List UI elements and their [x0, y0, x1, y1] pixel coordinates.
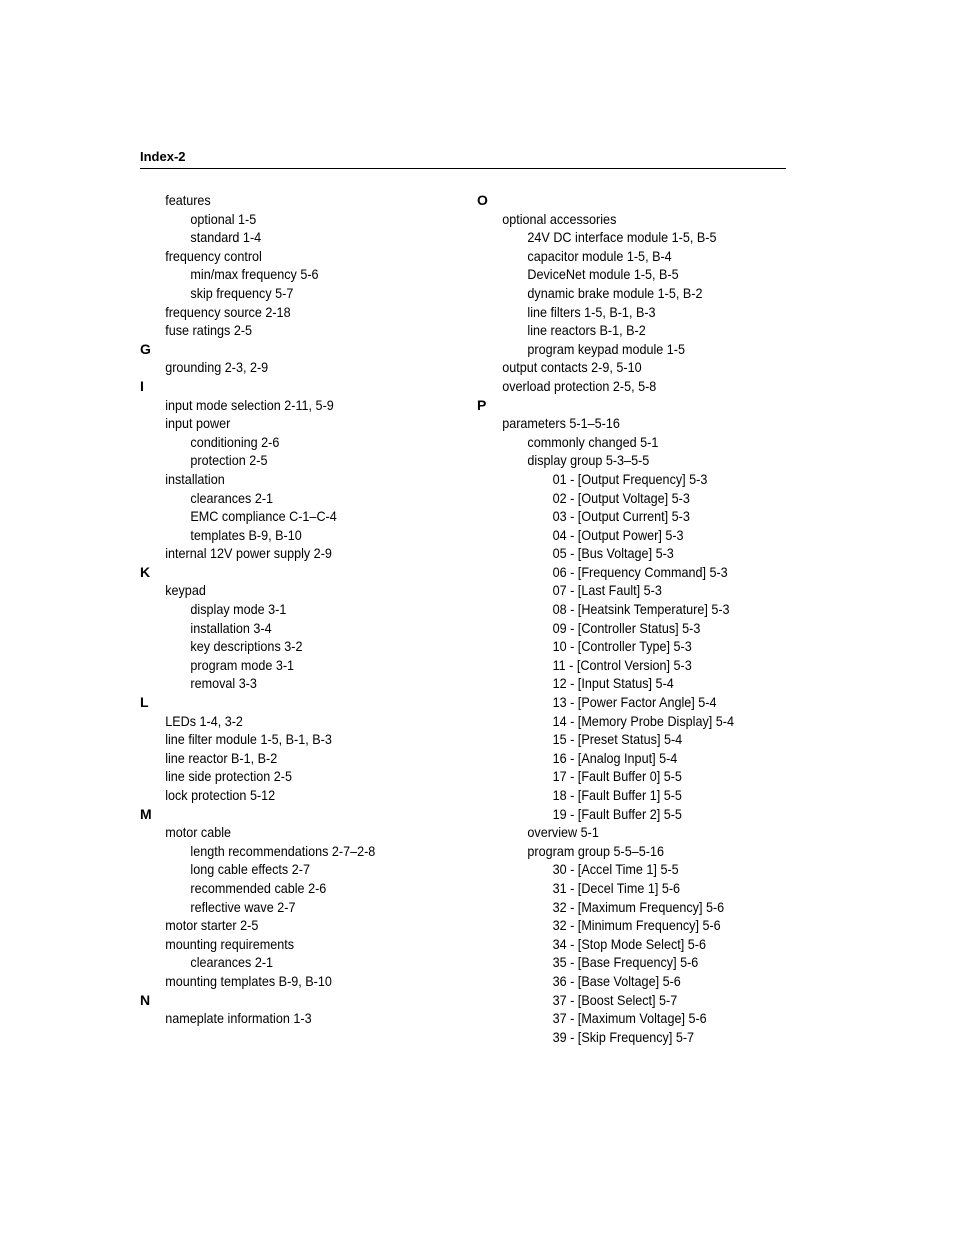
index-subentry: 32 - [Minimum Frequency] 5-6: [552, 917, 721, 934]
index-entry: motor starter 2-5: [165, 917, 259, 934]
index-subentry: 32 - [Maximum Frequency] 5-6: [552, 898, 725, 915]
index-entry: frequency control: [165, 247, 262, 264]
index-subentry: 34 - [Stop Mode Select] 5-6: [552, 935, 706, 952]
index-entry: grounding 2-3, 2-9: [165, 359, 269, 376]
index-entry: motor cable: [165, 824, 232, 841]
index-subentry: 17 - [Fault Buffer 0] 5-5: [552, 768, 682, 785]
index-entry: LEDs 1-4, 3-2: [165, 712, 243, 729]
index-subentry: 19 - [Fault Buffer 2] 5-5: [552, 805, 682, 822]
index-subentry: 35 - [Base Frequency] 5-6: [552, 954, 699, 971]
index-entry: input mode selection 2-11, 5-9: [165, 396, 334, 413]
index-subentry: 18 - [Fault Buffer 1] 5-5: [552, 787, 682, 803]
index-letter-heading: K: [140, 563, 151, 580]
index-letter-heading: G: [140, 340, 151, 357]
index-column-right: [477, 191, 797, 1046]
index-subentry: 10 - [Controller Type] 5-3: [552, 638, 692, 655]
index-entry: mounting templates B-9, B-10: [165, 972, 332, 989]
index-subentry: 13 - [Power Factor Angle] 5-4: [552, 694, 717, 711]
index-subentry: EMC compliance C-1–C-4: [190, 508, 337, 525]
index-subentry: reflective wave 2-7: [190, 898, 296, 915]
index-entry: nameplate information 1-3: [165, 1010, 312, 1027]
index-letter-heading: L: [140, 694, 149, 711]
index-subentry: 12 - [Input Status] 5-4: [552, 675, 674, 692]
index-subentry: optional 1-5: [190, 210, 257, 227]
index-subentry: 05 - [Bus Voltage] 5-3: [552, 545, 674, 562]
index-subentry: long cable effects 2-7: [190, 861, 310, 878]
index-entry: line side protection 2-5: [165, 768, 292, 785]
index-entry: output contacts 2-9, 5-10: [502, 359, 642, 376]
index-subentry: 15 - [Preset Status] 5-4: [552, 731, 683, 748]
index-subentry: 36 - [Base Voltage] 5-6: [552, 972, 681, 989]
index-entry: line reactor B-1, B-2: [165, 749, 278, 766]
index-subentry: 08 - [Heatsink Temperature] 5-3: [552, 601, 730, 618]
index-subentry: standard 1-4: [190, 229, 262, 246]
index-letter-heading: M: [140, 805, 152, 822]
index-subentry: capacitor module 1-5, B-4: [527, 247, 672, 264]
index-subentry: installation 3-4: [190, 619, 272, 636]
index-subentry: program keypad module 1-5: [527, 340, 685, 357]
index-subentry: length recommendations 2-7–2-8: [190, 842, 376, 859]
index-letter-heading: P: [477, 396, 487, 413]
running-head: Index-2: [140, 149, 186, 164]
index-subentry: protection 2-5: [190, 452, 268, 469]
index-subentry: program mode 3-1: [190, 656, 295, 673]
index-subentry: 30 - [Accel Time 1] 5-5: [552, 861, 679, 878]
index-column-left: [140, 191, 460, 1028]
index-subentry: min/max frequency 5-6: [190, 266, 319, 283]
index-letter-heading: I: [140, 377, 144, 394]
index-subentry: program group 5-5–5-16: [527, 842, 664, 859]
index-entry: frequency source 2-18: [165, 303, 291, 320]
index-entry: installation: [165, 470, 225, 487]
index-entry: fuse ratings 2-5: [165, 322, 253, 339]
index-subentry: 06 - [Frequency Command] 5-3: [552, 563, 728, 580]
index-letter-heading: N: [140, 991, 151, 1008]
index-subentry: 04 - [Output Power] 5-3: [552, 526, 684, 543]
index-entry: features: [165, 192, 211, 208]
index-entry: line filter module 1-5, B-1, B-3: [165, 731, 332, 748]
index-subentry: templates B-9, B-10: [190, 526, 302, 543]
index-entry: mounting requirements: [165, 935, 295, 952]
index-subentry: 03 - [Output Current] 5-3: [552, 508, 690, 525]
index-subentry: skip frequency 5-7: [190, 284, 294, 301]
index-subentry: clearances 2-1: [190, 954, 274, 971]
index-subentry: key descriptions 3-2: [190, 638, 303, 655]
index-subentry: commonly changed 5-1: [527, 433, 659, 450]
index-subentry: 11 - [Control Version] 5-3: [552, 656, 692, 673]
index-subentry: line filters 1-5, B-1, B-3: [527, 303, 656, 320]
index-subentry: display mode 3-1: [190, 601, 287, 618]
index-subentry: line reactors B-1, B-2: [527, 322, 646, 339]
index-entry: lock protection 5-12: [165, 787, 276, 803]
index-subentry: display group 5-3–5-5: [527, 452, 650, 469]
index-subentry: 09 - [Controller Status] 5-3: [552, 619, 701, 636]
index-subentry: 01 - [Output Frequency] 5-3: [552, 470, 708, 487]
index-subentry: 24V DC interface module 1-5, B-5: [527, 229, 717, 246]
index-subentry: removal 3-3: [190, 675, 257, 692]
index-entry: input power: [165, 415, 231, 432]
index-subentry: 37 - [Maximum Voltage] 5-6: [552, 1010, 707, 1027]
index-entry: overload protection 2-5, 5-8: [502, 377, 657, 394]
index-subentry: 02 - [Output Voltage] 5-3: [552, 489, 690, 506]
index-entry: optional accessories: [502, 210, 617, 227]
index-subentry: 31 - [Decel Time 1] 5-6: [552, 879, 681, 896]
index-subentry: 16 - [Analog Input] 5-4: [552, 749, 678, 766]
index-subentry: 14 - [Memory Probe Display] 5-4: [552, 712, 734, 729]
index-subentry: 07 - [Last Fault] 5-3: [552, 582, 662, 599]
index-subentry: 39 - [Skip Frequency] 5-7: [552, 1028, 695, 1045]
index-letter-heading: O: [477, 192, 488, 208]
index-entry: parameters 5-1–5-16: [502, 415, 620, 432]
index-subentry: DeviceNet module 1-5, B-5: [527, 266, 679, 283]
index-subentry: dynamic brake module 1-5, B-2: [527, 284, 703, 301]
index-subentry: conditioning 2-6: [190, 433, 280, 450]
index-subentry: overview 5-1: [527, 824, 599, 841]
index-subentry: clearances 2-1: [190, 489, 274, 506]
index-entry: internal 12V power supply 2-9: [165, 545, 332, 562]
index-entry: keypad: [165, 582, 206, 599]
index-subentry: recommended cable 2-6: [190, 879, 327, 896]
header-rule: [140, 168, 786, 169]
index-subentry: 37 - [Boost Select] 5-7: [552, 991, 678, 1008]
